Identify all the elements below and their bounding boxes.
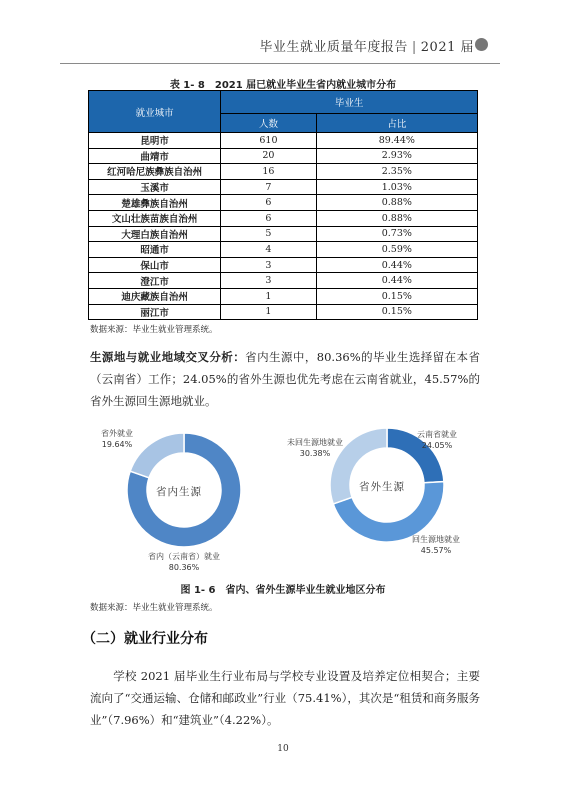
col-header-group: 毕业生	[221, 91, 478, 114]
donut-slice-label: 云南省就业 24.05%	[417, 430, 457, 450]
col-header-ratio: 占比	[316, 114, 477, 133]
section-body: 学校 2021 届毕业生行业布局与学校专业设置及培养定位相契合；主要流向了“交通运输、仓储和邮政业”行业（75.41%），其次是“租赁和商务服务业”（7.96%）和“建筑业”（4.22%）。	[90, 669, 480, 727]
table-source: 数据来源：毕业生就业管理系统。	[90, 325, 218, 335]
figure-source: 数据来源：毕业生就业管理系统。	[90, 603, 218, 613]
table-row: 澄江市 3 0.44%	[89, 273, 478, 289]
header-title: 毕业生就业质量年度报告	[259, 40, 408, 55]
city-distribution-table	[88, 90, 478, 320]
header-separator: |	[411, 40, 417, 55]
donut-slice-label: 省外就业 19.64%	[101, 429, 133, 449]
donut-slice-label: 省内（云南省）就业 80.36%	[148, 552, 220, 572]
analysis-body: 省内生源中，80.36%的毕业生选择留在本省（云南省）工作；24.05%的省外生源也优先考虑在云南省就业，45.57%的省外生源回生源地就业。	[90, 350, 480, 408]
col-header-city: 就业城市	[89, 91, 221, 133]
table-row: 昆明市 610 89.44%	[89, 133, 478, 149]
table-row: 大理白族自治州 5 0.73%	[89, 226, 478, 242]
table-row: 丽江市 1 0.15%	[89, 304, 478, 320]
figure-caption: 图 1- 6 省内、省外生源毕业生就业地区分布	[180, 585, 386, 596]
page-number: 10	[277, 744, 289, 754]
table-row: 红河哈尼族彝族自治州 16 2.35%	[89, 164, 478, 180]
table-row: 保山市 3 0.44%	[89, 257, 478, 273]
donut-center-label: 省外生源	[359, 481, 405, 493]
analysis-lead: 生源地与就业地域交叉分析：	[90, 350, 246, 364]
col-header-count: 人数	[221, 114, 316, 133]
analysis-paragraph	[90, 346, 480, 412]
table-caption: 表 1- 8 2021 届已就业毕业生省内就业城市分布	[169, 80, 397, 91]
table-row: 文山壮族苗族自治州 6 0.88%	[89, 210, 478, 226]
donut-center-label: 省内生源	[156, 486, 202, 498]
header-divider	[60, 63, 500, 64]
table-row: 楚雄彝族自治州 6 0.88%	[89, 195, 478, 211]
donut-slice-label: 未回生源地就业 30.38%	[287, 438, 343, 458]
page-header	[259, 36, 474, 55]
header-year: 2021 届	[420, 40, 474, 55]
donut-slice	[130, 433, 184, 478]
section-paragraph	[90, 665, 480, 731]
donut-slice-label: 回生源地就业 45.57%	[412, 535, 460, 555]
section-title: （二）就业行业分布	[82, 631, 208, 647]
table-row: 曲靖市 20 2.93%	[89, 148, 478, 164]
table-row: 迪庆藏族自治州 1 0.15%	[89, 288, 478, 304]
table-row: 昭通市 4 0.59%	[89, 242, 478, 258]
header-dot-icon	[475, 38, 488, 51]
table-row: 玉溪市 7 1.03%	[89, 179, 478, 195]
